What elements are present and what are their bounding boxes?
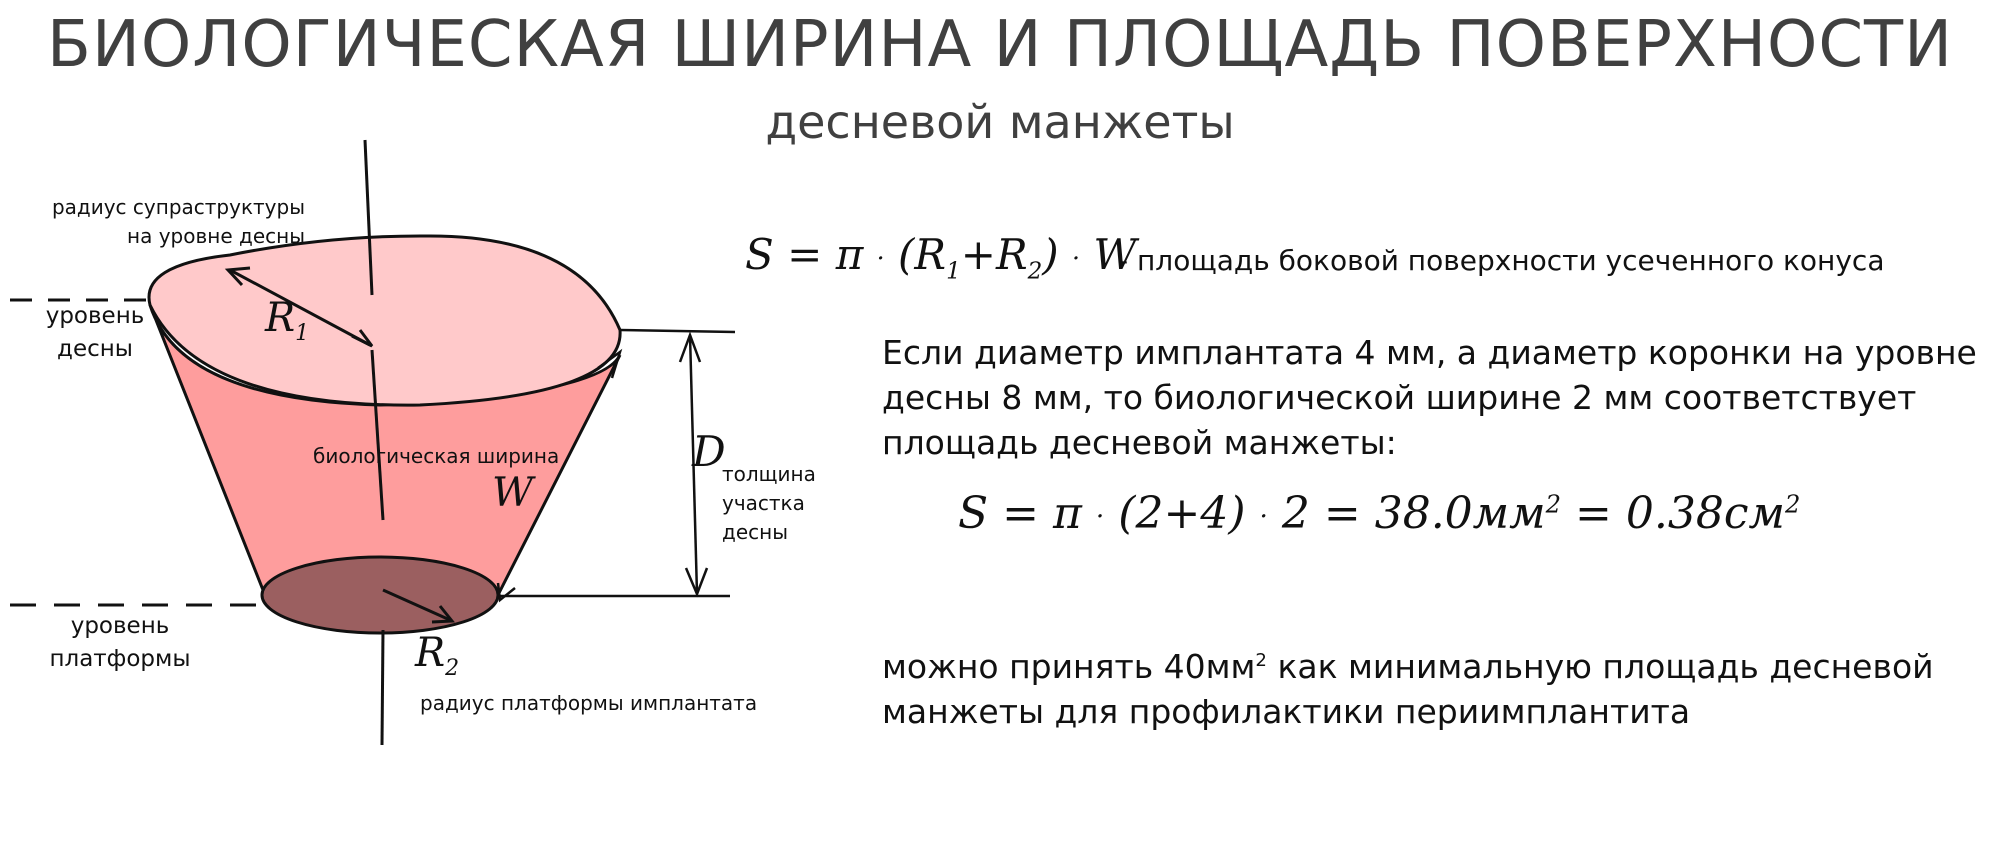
label-gum-thickness xyxy=(722,460,816,547)
conclusion-line1 xyxy=(882,638,1982,689)
label-platform-level xyxy=(20,610,220,676)
label-biological-width: биологическая ширина xyxy=(313,444,560,468)
label-platform-level-line1: уровень xyxy=(70,613,170,639)
formula1-dot1: · xyxy=(876,243,885,273)
symbol-r1-letter: R xyxy=(265,295,296,341)
formula1-sub2: 2 xyxy=(1027,258,1043,285)
formula2-lhs: S = π xyxy=(958,488,1082,539)
example-paragraph xyxy=(882,330,1982,465)
formula2-paren: (2+4) xyxy=(1118,488,1246,539)
symbol-r2-letter: R xyxy=(415,630,446,676)
symbol-w: W xyxy=(492,470,534,516)
example-line3: площадь десневой манжеты: xyxy=(882,423,1397,462)
symbol-r2-sub: 2 xyxy=(445,656,460,681)
label-suprastructure-line2: на уровне десны xyxy=(127,224,305,248)
formula2-sup2: 2 xyxy=(1784,490,1801,519)
formula1-description: - площадь боковой поверхности усеченного конуса xyxy=(1118,244,1885,277)
formula2-rest2: = 0.38см xyxy=(1561,488,1785,539)
formula-example-calc xyxy=(958,488,1800,539)
label-gum-level-line2: десны xyxy=(57,336,133,362)
conclusion-line1-sup: 2 xyxy=(1255,650,1267,671)
label-suprastructure-line1: радиус супраструктуры xyxy=(51,195,305,219)
label-gum-level xyxy=(20,300,170,366)
conclusion-paragraph xyxy=(882,638,1982,734)
formula1-s: S xyxy=(745,230,774,279)
conclusion-line2: манжеты для профилактики периимплантита xyxy=(882,692,1691,731)
symbol-r2 xyxy=(415,630,459,681)
formula-lateral-surface xyxy=(745,230,1137,284)
label-thickness-line3: десны xyxy=(722,520,788,544)
formula2-sup1: 2 xyxy=(1545,490,1562,519)
cone-bottom-base xyxy=(262,557,498,633)
formula2-rest1: 2 = 38.0мм xyxy=(1281,488,1546,539)
formula2-dot1: · xyxy=(1095,501,1105,532)
formula1-w: W xyxy=(1093,230,1137,279)
formula1-pi: π xyxy=(835,230,864,279)
formula1-dot2: · xyxy=(1072,243,1081,273)
example-line2: десны 8 мм, то биологической ширине 2 мм соответствует xyxy=(882,378,1917,417)
symbol-r1-sub: 1 xyxy=(295,321,310,346)
label-thickness-line1: толщина xyxy=(722,462,816,486)
page-subtitle: десневой манжеты xyxy=(765,95,1235,149)
d-top-extension xyxy=(620,330,735,332)
label-suprastructure-radius xyxy=(20,193,305,251)
label-thickness-line2: участка xyxy=(722,491,805,515)
label-platform-radius: радиус платформы имплантата xyxy=(420,691,758,715)
conclusion-line1-a: можно принять 40мм xyxy=(882,647,1256,686)
formula1-lpar: (R xyxy=(898,230,947,279)
symbol-d: D xyxy=(692,427,726,476)
formula1-eq: = xyxy=(787,230,823,279)
label-platform-level-line2: платформы xyxy=(49,646,191,672)
example-line1: Если диаметр имплантата 4 мм, а диаметр коронки на уровне xyxy=(882,333,1977,372)
formula1-sub1: 1 xyxy=(946,258,961,285)
conclusion-line1-b: как минимальную площадь десневой xyxy=(1266,647,1934,686)
formula1-rpar: ) xyxy=(1042,230,1059,279)
page-title: БИОЛОГИЧЕСКАЯ ШИРИНА И ПЛОЩАДЬ ПОВЕРХНОСТИ xyxy=(47,8,1953,82)
symbol-r1 xyxy=(265,295,309,346)
formula1-plus: +R xyxy=(960,230,1028,279)
label-gum-level-line1: уровень xyxy=(45,303,145,329)
center-axis-lower xyxy=(382,630,383,745)
formula2-dot2: · xyxy=(1259,501,1268,532)
